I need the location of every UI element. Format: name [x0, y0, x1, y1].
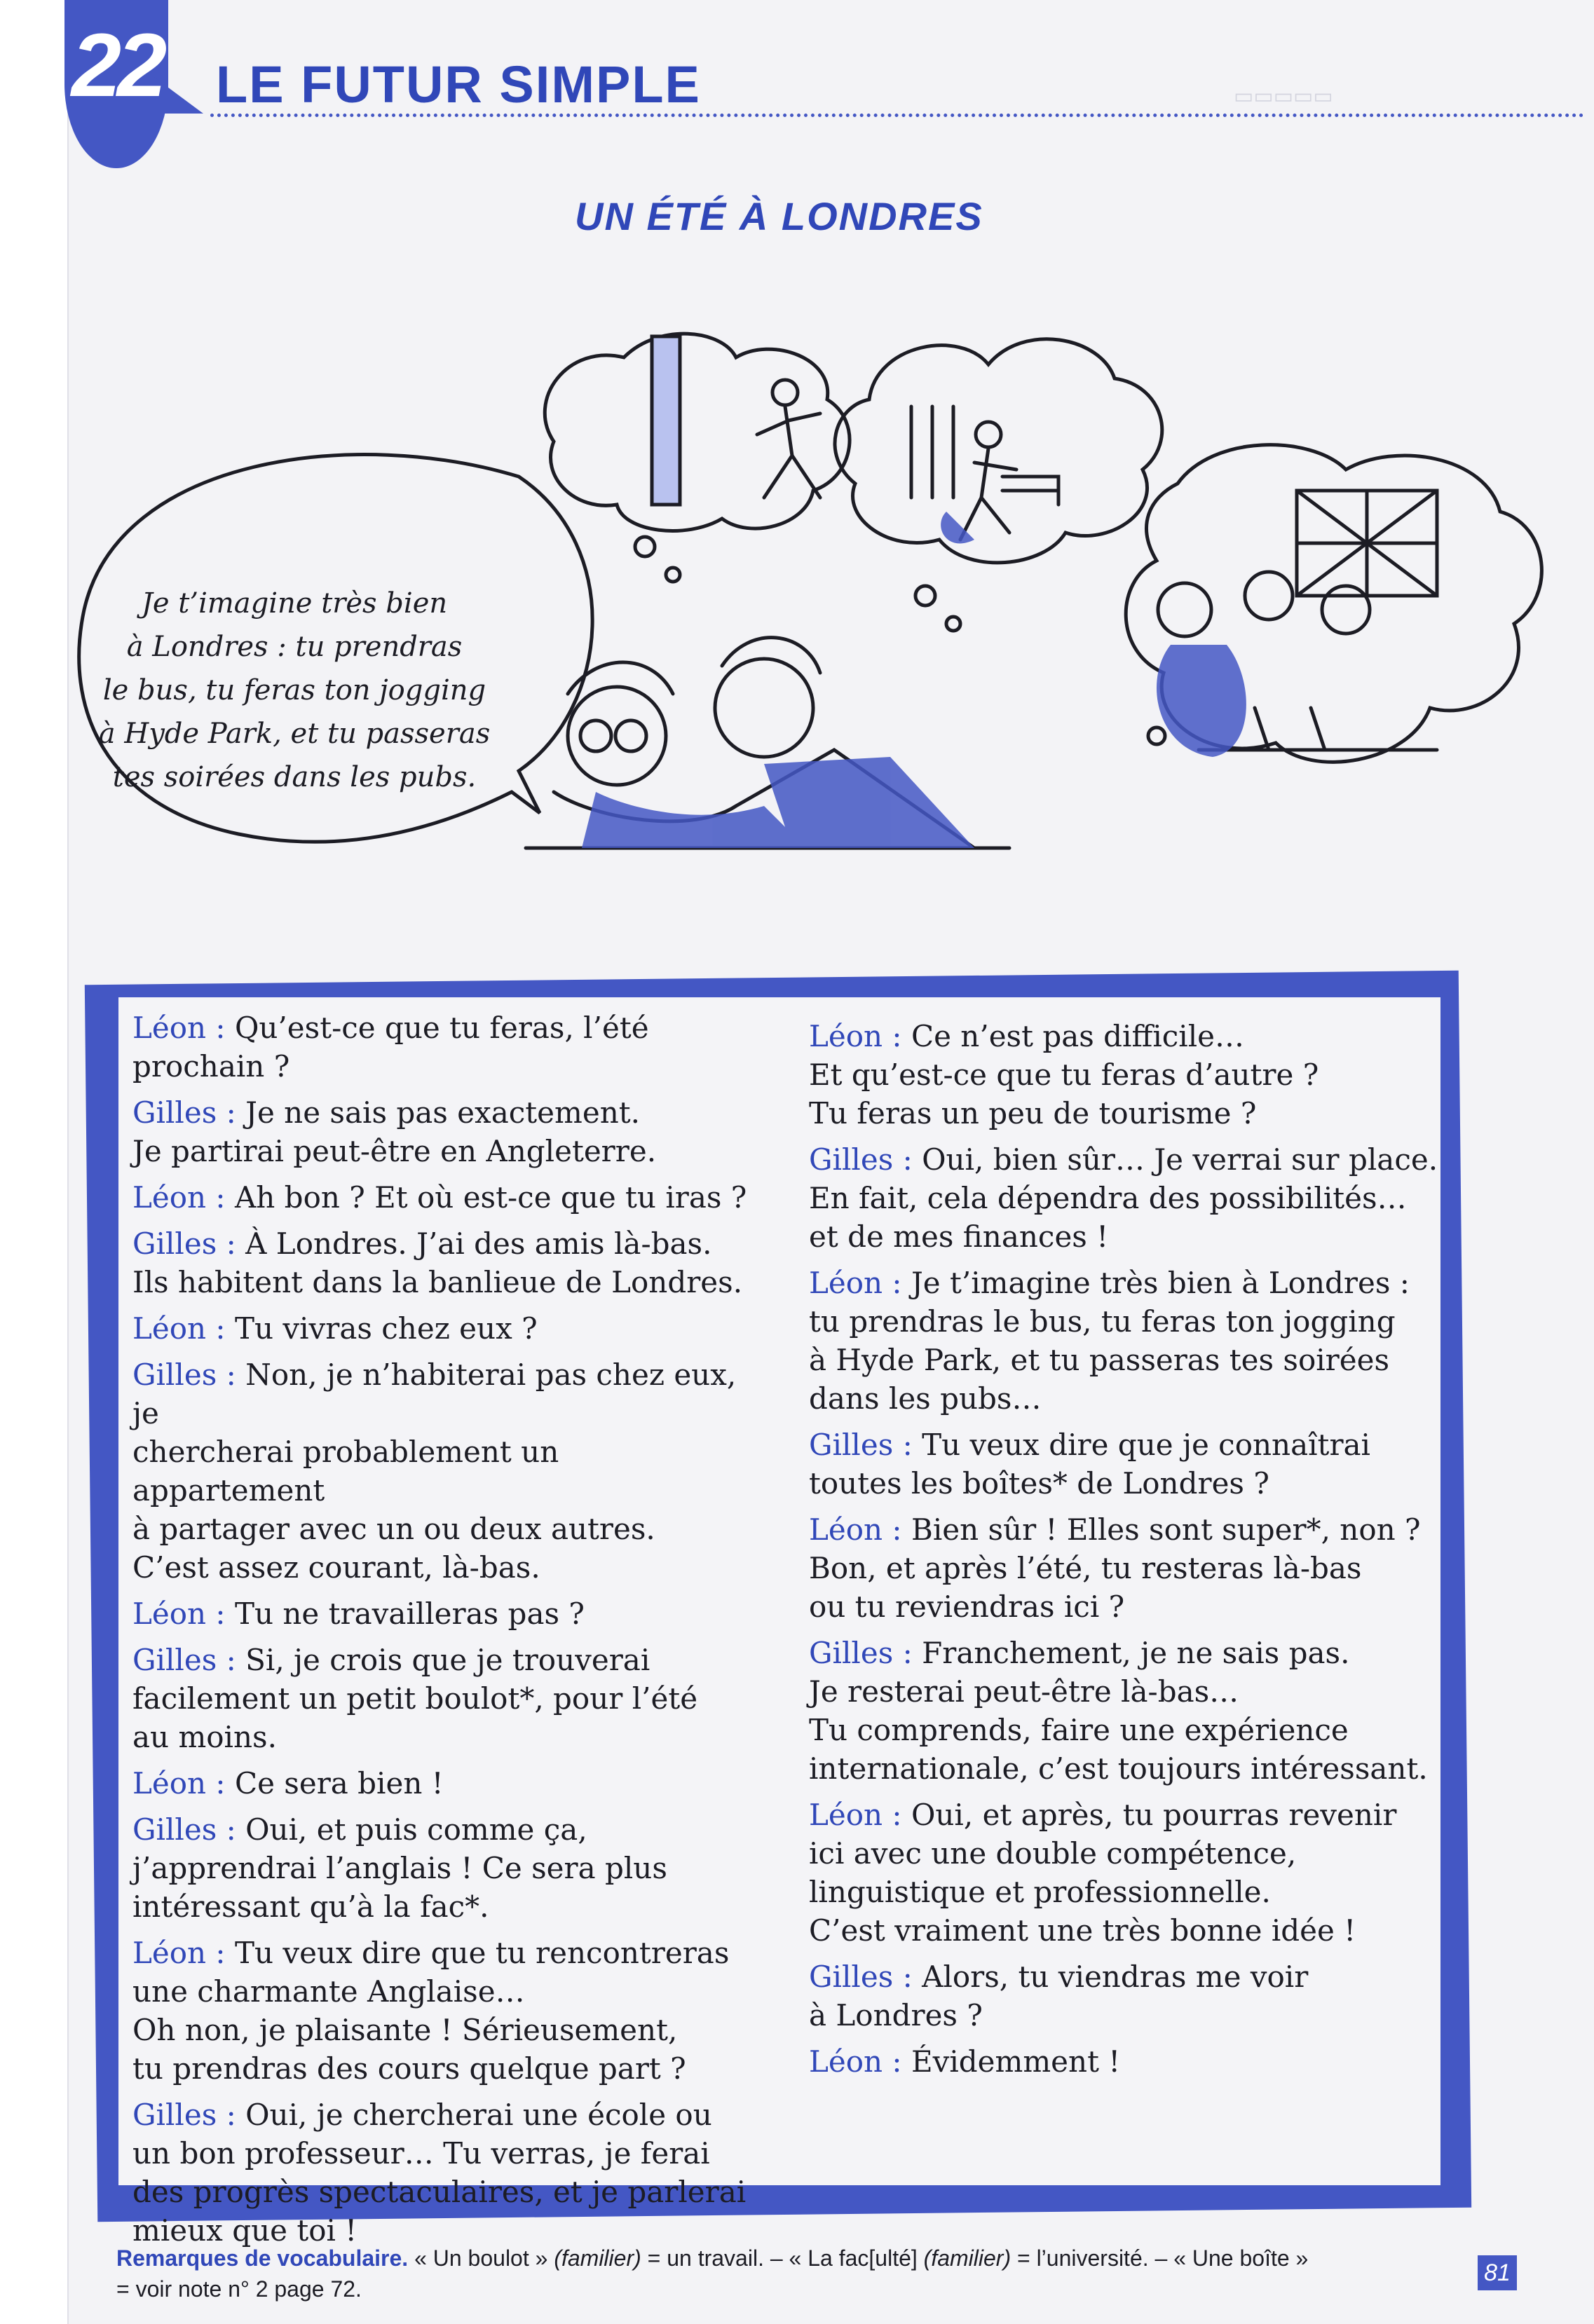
dialogue-turn	[132, 1009, 749, 1086]
dialogue-line: une charmante Anglaise…	[132, 1974, 525, 2009]
dialogue-line: intéressant qu’à la fac*.	[132, 1889, 489, 1924]
dialogue-box	[116, 995, 1443, 2248]
speaker-name: Gilles :	[132, 1095, 236, 1130]
vocabulary-notes	[116, 2243, 1448, 2304]
dialogue-line: Je partirai peut-être en Angleterre.	[132, 1134, 657, 1168]
dialogue-turn	[809, 1510, 1440, 1626]
dialogue-line: Oui, bien sûr… Je verrai sur place.	[922, 1142, 1438, 1177]
title-dotted-rule	[210, 114, 1584, 117]
dialogue-line: à Londres ?	[809, 1998, 983, 2032]
dialogue-line: Oui, et après, tu pourras revenir	[911, 1798, 1397, 1832]
dialogue-line: j’apprendrai l’anglais ! Ce sera plus	[132, 1851, 667, 1885]
vocab-text: = l’université. – « Une boîte »	[1016, 2246, 1309, 2271]
dialogue-line: un bon professeur… Tu verras, je ferai	[132, 2136, 710, 2171]
bubble-line: le bus, tu feras ton jogging	[102, 674, 486, 706]
speaker-name: Gilles :	[809, 1428, 913, 1462]
dialogue-line: Si, je crois que je trouverai	[245, 1643, 650, 1677]
speaker-name: Gilles :	[132, 1226, 236, 1261]
bubble-line: à Hyde Park, et tu passeras	[98, 718, 491, 750]
dialogue-line: des progrès spectaculaires, et je parlerai	[132, 2175, 747, 2209]
dialogue-turn	[132, 1093, 749, 1170]
thought-bubble-jogging	[545, 334, 850, 531]
dialogue-line: linguistique et professionnelle.	[809, 1875, 1271, 1909]
vocab-register: (familier)	[554, 2246, 641, 2271]
dialogue-turn	[132, 1178, 749, 1217]
dialogue-line: Bien sûr ! Elles sont super*, non ?	[911, 1512, 1421, 1547]
dialogue-line: Oh non, je plaisante ! Sérieusement,	[132, 2013, 678, 2047]
dialogue-line: tu prendras des cours quelque part ?	[132, 2051, 686, 2086]
speaker-name: Léon :	[132, 1180, 226, 1215]
dialogue-turn	[132, 1309, 749, 1348]
dialogue-line: Ah bon ? Et où est-ce que tu iras ?	[234, 1180, 747, 1215]
dialogue-line: prochain ?	[132, 1049, 290, 1084]
dialogue-turn	[809, 1796, 1440, 1950]
speaker-name: Gilles :	[132, 1643, 236, 1677]
lesson-subtitle: UN ÉTÉ À LONDRES	[575, 194, 983, 238]
dialogue-line: En fait, cela dépendra des possibilités…	[809, 1181, 1407, 1215]
dialogue-turn	[809, 1017, 1440, 1133]
speaker-name: Gilles :	[132, 2098, 236, 2132]
speaker-name: Léon :	[132, 1011, 226, 1045]
show-through-decor: ▭▭▭▭▭	[1234, 85, 1333, 108]
speaker-name: Léon :	[809, 1798, 902, 1832]
speaker-name: Gilles :	[132, 1358, 236, 1392]
dialogue-line: ou tu reviendras ici ?	[809, 1590, 1125, 1624]
bubble-line: tes soirées dans les pubs.	[112, 761, 477, 793]
dialogue-line: chercherai probablement un appartement	[132, 1435, 559, 1508]
dialogue-line: C’est vraiment une très bonne idée !	[809, 1913, 1356, 1948]
dialogue-turn	[809, 2042, 1440, 2081]
dialogue-line: toutes les boîtes* de Londres ?	[809, 1466, 1269, 1501]
speaker-name: Léon :	[132, 1936, 226, 1970]
dialogue-line: Évidemment !	[911, 2044, 1121, 2079]
thought-bubble-park	[835, 339, 1162, 563]
dialogue-line: Je t’imagine très bien à Londres :	[911, 1266, 1410, 1300]
dialogue-line: C’est assez courant, là-bas.	[132, 1550, 540, 1585]
dialogue-line: Tu vivras chez eux ?	[234, 1311, 538, 1346]
dialogue-turn	[132, 1355, 749, 1587]
dialogue-line: Tu veux dire que tu rencontreras	[234, 1936, 730, 1970]
vocab-text: = un travail. – « La fac[ulté]	[647, 2246, 918, 2271]
dialogue-line: Je ne sais pas exactement.	[245, 1095, 640, 1130]
dialogue-line: Oui, et puis comme ça,	[245, 1812, 587, 1847]
dialogue-line: à partager avec un ou deux autres.	[132, 1512, 655, 1546]
speaker-name: Léon :	[809, 1266, 902, 1300]
page-margin	[0, 0, 69, 2324]
bubble-line: à Londres : tu prendras	[126, 631, 463, 663]
dialogue-line: mieux que toi !	[132, 2213, 357, 2248]
dialogue-column-left	[132, 1009, 749, 2257]
dialogue-turn	[132, 1810, 749, 1926]
dialogue-turn	[132, 1641, 749, 1756]
dialogue-line: Oui, je chercherai une école ou	[245, 2098, 712, 2132]
dialogue-line: Tu ne travailleras pas ?	[234, 1597, 585, 1631]
dialogue-turn	[809, 1264, 1440, 1418]
dialogue-turn	[132, 1934, 749, 2088]
dialogue-line: Franchement, je ne sais pas.	[922, 1636, 1350, 1670]
dialogue-line: dans les pubs…	[809, 1381, 1042, 1416]
dialogue-line: Ce n’est pas difficile…	[911, 1019, 1244, 1053]
dialogue-turn	[809, 1140, 1440, 1256]
dialogue-line: Ce sera bien !	[234, 1766, 444, 1800]
dialogue-line: Alors, tu viendras me voir	[922, 1960, 1309, 1994]
speaker-name: Léon :	[132, 1597, 226, 1631]
dialogue-turn	[132, 1224, 749, 1301]
vocab-label: Remarques de vocabulaire.	[116, 2246, 409, 2271]
vocab-register: (familier)	[923, 2246, 1011, 2271]
bubble-line: Je t’imagine très bien	[141, 587, 448, 620]
speaker-name: Gilles :	[132, 1812, 236, 1847]
dialogue-line: Tu feras un peu de tourisme ?	[809, 1096, 1257, 1130]
dialogue-line: internationale, c’est toujours intéressant.	[809, 1751, 1428, 1786]
dialogue-line: Bon, et après l’été, tu resteras là-bas	[809, 1551, 1362, 1585]
dialogue-turn	[809, 1957, 1440, 2035]
dialogue-line: Qu’est-ce que tu feras, l’été	[234, 1011, 649, 1045]
dialogue-line: Tu veux dire que je connaîtrai	[922, 1428, 1370, 1462]
dialogue-line: à Hyde Park, et tu passeras tes soirées	[809, 1343, 1390, 1377]
dialogue-line: Tu comprends, faire une expérience	[809, 1713, 1349, 1747]
dialogue-line: facilement un petit boulot*, pour l’été	[132, 1681, 698, 1716]
speaker-name: Léon :	[132, 1766, 226, 1800]
speaker-name: Gilles :	[809, 1960, 913, 1994]
dialogue-line: Non, je n’habiterai pas chez eux, je	[132, 1358, 737, 1430]
speaker-name: Gilles :	[809, 1142, 913, 1177]
dialogue-turn	[809, 1426, 1440, 1503]
speaker-name: Léon :	[809, 1512, 902, 1547]
speaker-name: Léon :	[809, 2044, 902, 2079]
dialogue-column-right	[809, 1017, 1440, 2089]
speaker-name: Léon :	[809, 1019, 902, 1053]
vocab-text: = voir note n° 2 page 72.	[116, 2276, 362, 2302]
speaker-name: Gilles :	[809, 1636, 913, 1670]
dialogue-turn	[132, 2096, 749, 2250]
dialogue-turn	[132, 1764, 749, 1803]
dialogue-line: Je resterai peut-être là-bas…	[809, 1674, 1239, 1709]
dialogue-line: ici avec une double compétence,	[809, 1836, 1297, 1871]
dialogue-turn	[132, 1594, 749, 1633]
dialogue-line: Ils habitent dans la banlieue de Londres.	[132, 1265, 743, 1299]
speech-bubble-text	[84, 582, 505, 799]
dialogue-turn	[809, 1634, 1440, 1788]
vocab-text: « Un boulot »	[414, 2246, 548, 2271]
dialogue-line: À Londres. J’ai des amis là-bas.	[245, 1226, 712, 1261]
dialogue-line: tu prendras le bus, tu feras ton jogging	[809, 1304, 1396, 1339]
page-number: 81	[1478, 2255, 1517, 2290]
dialogue-line: au moins.	[132, 1720, 277, 1754]
chapter-title: LE FUTUR SIMPLE	[216, 55, 701, 114]
speaker-name: Léon :	[132, 1311, 226, 1346]
chapter-number: 22	[71, 15, 163, 116]
dialogue-line: Et qu’est-ce que tu feras d’autre ?	[809, 1058, 1319, 1092]
dialogue-line: et de mes finances !	[809, 1219, 1109, 1254]
